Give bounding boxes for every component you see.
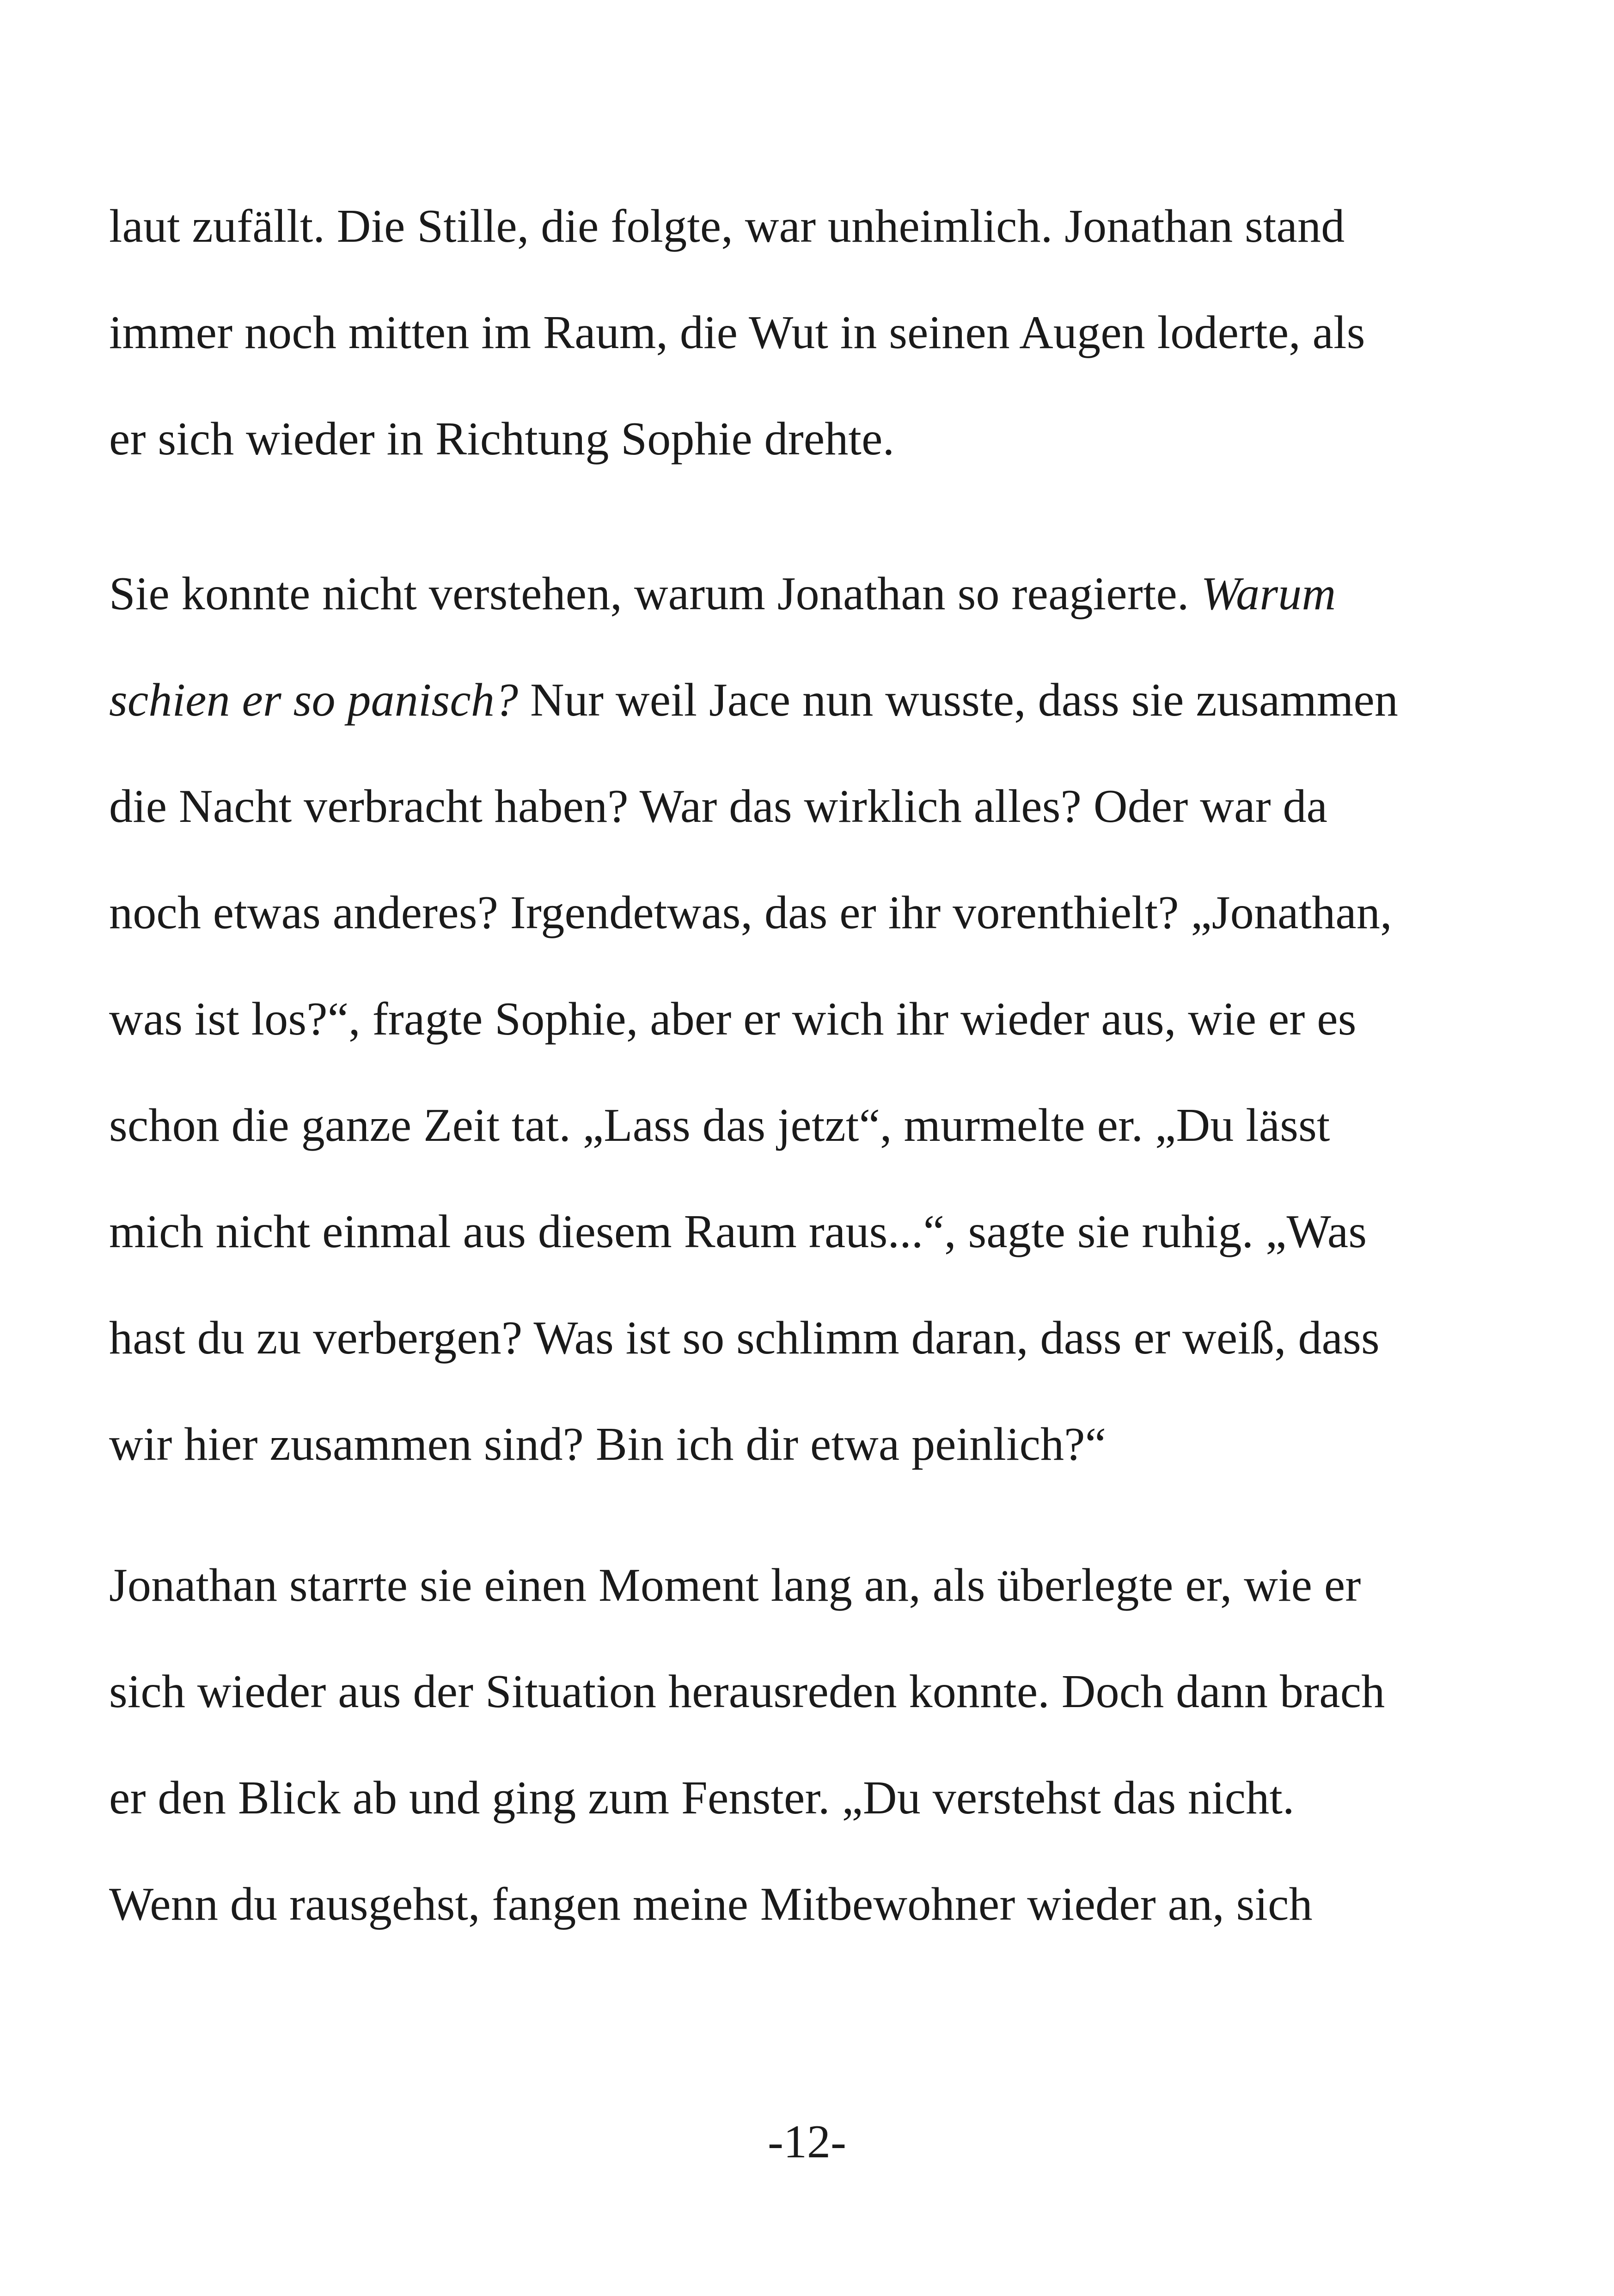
text-line: was ist los?“, fragte Sophie, aber er wich ihr wieder aus, wie er es [109, 993, 1357, 1045]
text-span: Nur weil Jace nun wusste, dass sie zusammen [530, 674, 1399, 726]
text-line: er den Blick ab und ging zum Fenster. „Du verstehst das nicht. [109, 1772, 1295, 1824]
text-line: schon die ganze Zeit tat. „Lass das jetzt“, murmelte er. „Du lässt [109, 1099, 1330, 1151]
text-line: hast du zu verbergen? Was ist so schlimm daran, dass er weiß, dass [109, 1312, 1380, 1364]
text-line: Jonathan starrte sie einen Moment lang an, als überlegte er, wie er [109, 1559, 1361, 1611]
text-line: laut zufällt. Die Stille, die folgte, war unheimlich. Jonathan stand [109, 200, 1345, 252]
italic-text: schien er so panisch? [109, 674, 519, 726]
text-line: die Nacht verbracht haben? War das wirklich alles? Oder war da [109, 780, 1328, 833]
text-line: mich nicht einmal aus diesem Raum raus...“, sagte sie ruhig. „Was [109, 1206, 1367, 1258]
text-line [109, 566, 1336, 622]
text-line: immer noch mitten im Raum, die Wut in seinen Augen loderte, als [109, 306, 1365, 359]
text-line: sich wieder aus der Situation herausreden konnte. Doch dann brach [109, 1665, 1385, 1718]
text-line [109, 673, 1398, 728]
page-number: -12- [768, 2116, 846, 2168]
italic-text: Warum [1201, 568, 1336, 620]
text-line: er sich wieder in Richtung Sophie drehte. [109, 413, 895, 465]
text-line: Wenn du rausgehst, fangen meine Mitbewohner wieder an, sich [109, 1878, 1313, 1930]
text-span: Sie konnte nicht verstehen, warum Jonathan so reagierte. [109, 568, 1189, 620]
text-line: noch etwas anderes? Irgendetwas, das er ihr vorenthielt? „Jonathan, [109, 887, 1392, 939]
text-line: wir hier zusammen sind? Bin ich dir etwa peinlich?“ [109, 1418, 1107, 1470]
